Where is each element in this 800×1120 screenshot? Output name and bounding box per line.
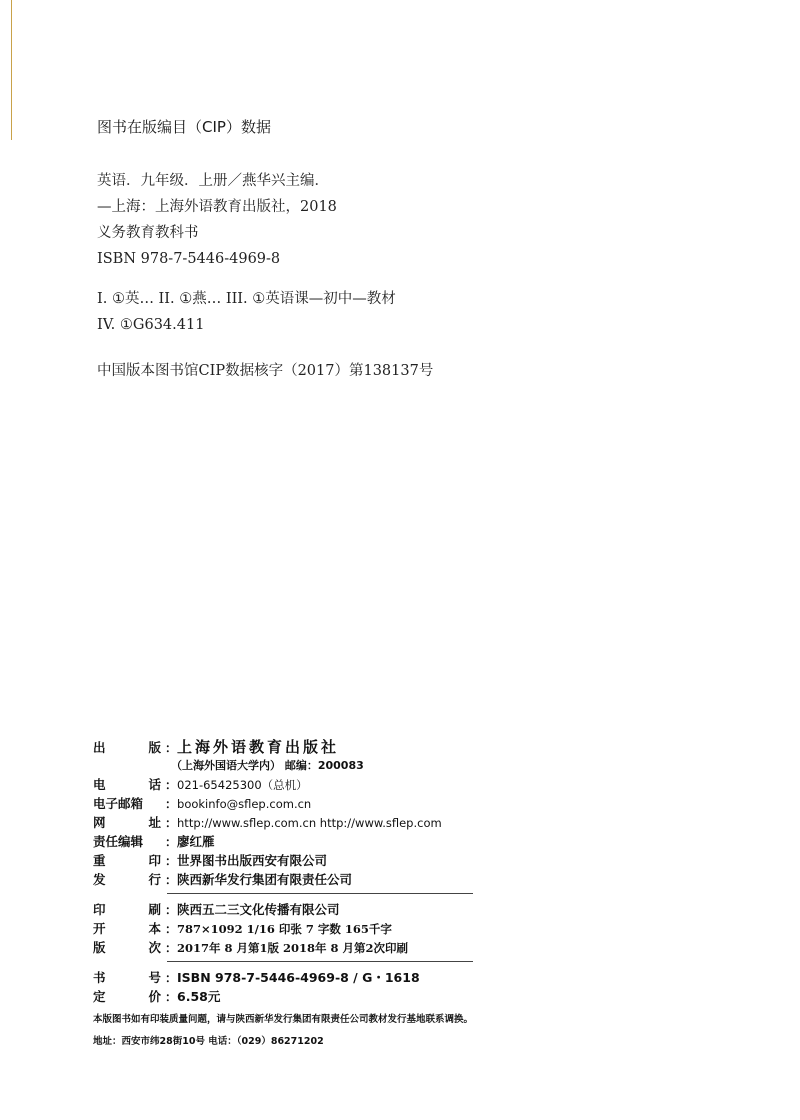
colophon-row-distribution: 发 行 ： 陕西新华发行集团有限责任公司 [93, 872, 353, 887]
cip-line-title: 英语．九年级．上册／燕华兴主编． [97, 173, 329, 189]
printing-value: 陕西五二三文化传播有限公司 [177, 902, 340, 917]
publisher-label-1: 出 [93, 740, 106, 755]
cip-line-registration: 中国版本图书馆CIP数据核字（2017）第138137号 [97, 363, 434, 379]
cip-line-publisher: —上海：上海外语教育出版社，2018 [97, 199, 337, 215]
editor-label: 责任编辑 [93, 834, 144, 849]
colophon-row-format: 开 本 ： 787×1092 1/16 印张 7 字数 165千字 [93, 919, 733, 938]
cip-line-subject: I. ①英… II. ①燕… III. ①英语课—初中—教材 [97, 291, 396, 307]
cip-line-classification: IV. ①G634.411 [97, 317, 205, 333]
colophon-row-phone: 电 话 ： 021-65425300（总机） [93, 775, 733, 794]
isbn-value: ISBN 978-7-5446-4969-8 / G・1618 [177, 970, 420, 985]
cip-title: 图书在版编目（CIP）数据 [97, 118, 271, 136]
colophon-row-email: 电子邮箱 ： bookinfo@sflep.com.cn [93, 794, 733, 813]
price-value: 6.58元 [177, 989, 221, 1004]
email-label: 电子邮箱 [93, 796, 144, 811]
colophon-row-publisher: 出 版 ： 上海外语教育出版社 [93, 738, 340, 756]
publisher-label-2: 版 [148, 740, 161, 755]
colophon-row-reprint: 重 印 ： 世界图书出版西安有限公司 [93, 853, 328, 868]
colophon-row-isbn: 书 号 ： ISBN 978-7-5446-4969-8 / G・1618 [93, 970, 420, 985]
publisher-address: （上海外国语大学内） 邮编：200083 [171, 759, 364, 772]
colophon [93, 738, 733, 1006]
publisher-name: 上海外语教育出版社 [177, 738, 340, 756]
reprint-value: 世界图书出版西安有限公司 [177, 853, 328, 868]
editor-value: 廖红雁 [177, 834, 215, 849]
cip-line-series: 义务教育教科书 [97, 225, 199, 241]
distribution-value: 陕西新华发行集团有限责任公司 [177, 872, 353, 887]
phone-value: 021-65425300（总机） [177, 778, 308, 792]
quality-notice: 本版图书如有印装质量问题，请与陕西新华发行集团有限责任公司教材发行基地联系调换。 [93, 1014, 474, 1025]
email-value: bookinfo@sflep.com.cn [177, 797, 312, 811]
margin-rule [11, 0, 12, 140]
cip-line-isbn: ISBN 978-7-5446-4969-8 [97, 251, 281, 267]
colophon-row-editor: 责任编辑 ： 廖红雁 [93, 834, 215, 849]
divider-1 [167, 893, 473, 894]
cip-block [97, 116, 717, 384]
colophon-row-price: 定 价 ： 6.58元 [93, 989, 221, 1004]
format-value: 787×1092 1/16 印张 7 字数 165千字 [177, 922, 392, 936]
edition-value: 2017年 8 月第1版 2018年 8 月第2次印刷 [177, 941, 409, 955]
contact-address: 地址：西安市纬28街10号 电话：（029）86271202 [93, 1036, 324, 1047]
divider-2 [167, 961, 473, 962]
website-value: http://www.sflep.com.cn http://www.sflep.com [177, 816, 442, 830]
colophon-row-printing: 印 刷 ： 陕西五二三文化传播有限公司 [93, 902, 340, 917]
colophon-row-edition: 版 次 ： 2017年 8 月第1版 2018年 8 月第2次印刷 [93, 938, 733, 957]
colophon-row-website: 网 址 ： http://www.sflep.com.cn http://www.sflep.com [93, 813, 733, 832]
